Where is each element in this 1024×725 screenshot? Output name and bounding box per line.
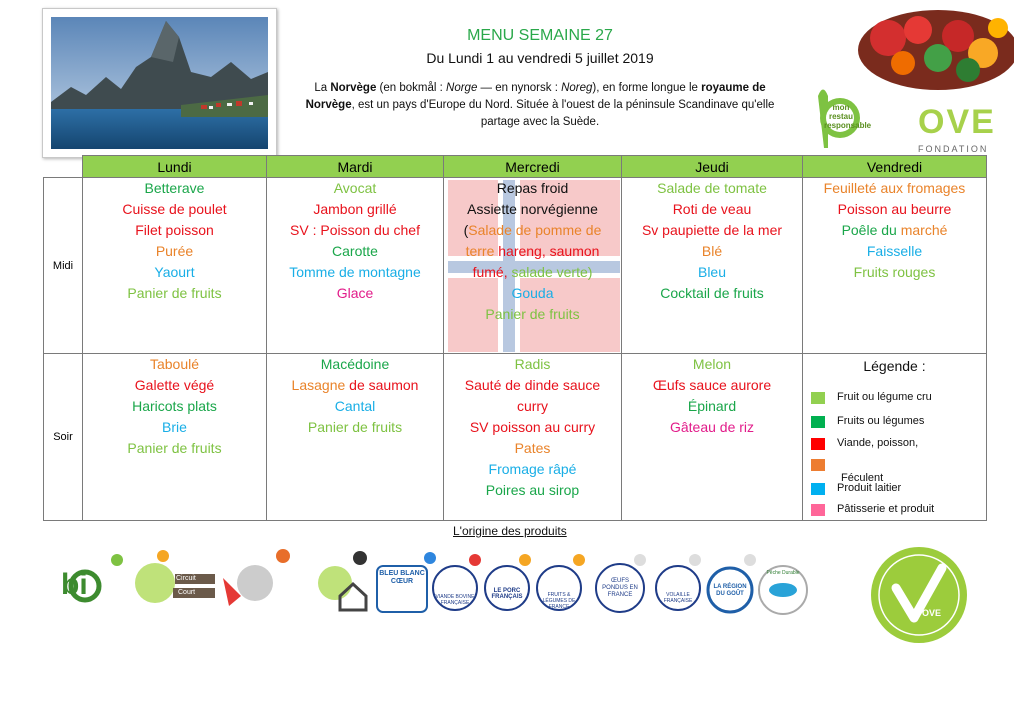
menu-item-text: Cantal bbox=[334, 398, 376, 414]
day-header-jeudi: Jeudi bbox=[622, 156, 803, 178]
menu-item-text: Yaourt bbox=[154, 264, 195, 280]
menu-cell bbox=[267, 178, 444, 354]
local-logo bbox=[223, 549, 290, 606]
menu-item-text: Assiette norvégienne bbox=[467, 201, 598, 217]
menu-item bbox=[622, 178, 802, 199]
menu-item bbox=[803, 178, 986, 199]
oeufs-label: ŒUFS PONDUS EN FRANCE bbox=[602, 578, 638, 598]
intro-run: royaume de Norvège bbox=[305, 82, 766, 111]
menu-item-text: terre bbox=[465, 243, 499, 259]
volaille-label: VOLAILLE FRANÇAISE bbox=[663, 592, 693, 604]
menu-item-text: Purée bbox=[155, 243, 194, 259]
circuit-label: Circuit bbox=[176, 575, 196, 582]
origin-heading: L'origine des produits bbox=[453, 524, 567, 538]
menu-item-text: Bleu bbox=[697, 264, 727, 280]
menu-item bbox=[622, 241, 802, 262]
day-header-mardi: Mardi bbox=[267, 156, 444, 178]
menu-item bbox=[83, 178, 266, 199]
legend-swatch bbox=[811, 416, 825, 428]
norway-intro-text bbox=[295, 80, 785, 131]
menu-item bbox=[444, 375, 621, 396]
menu-item bbox=[622, 199, 802, 220]
menu-item bbox=[444, 178, 621, 199]
menu-item bbox=[267, 396, 443, 417]
row-label-soir: Soir bbox=[44, 354, 83, 521]
menu-item bbox=[267, 262, 443, 283]
day-header-mercredi: Mercredi bbox=[444, 156, 622, 178]
menu-item bbox=[622, 283, 802, 304]
legend-item bbox=[811, 433, 918, 454]
menu-item-text: Lasagne bbox=[291, 377, 350, 393]
menu-item-text: salade verte) bbox=[511, 264, 593, 280]
menu-item bbox=[83, 396, 266, 417]
menu-item bbox=[83, 438, 266, 459]
menu-item-text: Panier de fruits bbox=[307, 419, 403, 435]
legend-label: Féculent bbox=[841, 472, 884, 484]
weekly-menu-table bbox=[43, 155, 987, 521]
menu-item-text: Gâteau de riz bbox=[669, 419, 755, 435]
region-gout-logo bbox=[708, 554, 756, 612]
ove-logo: OVE bbox=[918, 103, 996, 141]
menu-item bbox=[83, 241, 266, 262]
porc-label: LE PORC FRANÇAIS bbox=[491, 588, 523, 600]
intro-run: La bbox=[314, 82, 331, 94]
menu-item bbox=[622, 396, 802, 417]
menu-item bbox=[803, 241, 986, 262]
menu-item-text: Œufs sauce aurore bbox=[652, 377, 772, 393]
intro-run: Norvège bbox=[330, 82, 377, 94]
fruits-label: FRUITS & LÉGUMES DE FRANCE bbox=[542, 592, 576, 610]
menu-item bbox=[267, 283, 443, 304]
menu-item bbox=[83, 417, 266, 438]
menu-item bbox=[444, 396, 621, 417]
menu-item-text: SV : Poisson du chef bbox=[290, 222, 420, 238]
menu-item bbox=[83, 283, 266, 304]
menu-item bbox=[267, 354, 443, 375]
ove-badge bbox=[870, 546, 968, 644]
day-header-lundi: Lundi bbox=[83, 156, 267, 178]
menu-item-text: Poisson au beurre bbox=[837, 201, 952, 217]
menu-item bbox=[267, 199, 443, 220]
menu-item-text: ( bbox=[463, 222, 469, 238]
menu-item-text: Radis bbox=[514, 356, 551, 372]
menu-item-text: Salade de tomate bbox=[657, 180, 767, 196]
menu-item-text: Feuilleté aux fromages bbox=[823, 180, 966, 196]
legend-swatch bbox=[811, 438, 825, 450]
legend-item bbox=[811, 478, 901, 499]
menu-item bbox=[622, 220, 802, 241]
menu-item-text: Panier de fruits bbox=[127, 285, 222, 301]
menu-item-text: Panier de fruits bbox=[485, 306, 580, 322]
menu-item-text: Sv paupiette de la mer bbox=[641, 222, 783, 238]
menu-item bbox=[444, 438, 621, 459]
menu-item bbox=[267, 417, 443, 438]
menu-item-text: Melon bbox=[692, 356, 732, 372]
menu-cell bbox=[444, 354, 622, 521]
menu-item-text: Taboulé bbox=[149, 356, 200, 372]
circuit-court-logo bbox=[135, 550, 215, 603]
menu-item-text: Poires au sirop bbox=[485, 482, 580, 498]
norway-photo bbox=[42, 8, 277, 158]
legend-item bbox=[811, 387, 932, 408]
menu-item bbox=[83, 199, 266, 220]
menu-item-text: Sauté de dinde sauce bbox=[464, 377, 601, 393]
menu-item bbox=[622, 375, 802, 396]
menu-item-text: Carotte bbox=[332, 243, 378, 259]
menu-item-text: Macédoine bbox=[320, 356, 390, 372]
menu-item-text: Blé bbox=[701, 243, 723, 259]
menu-item bbox=[83, 354, 266, 375]
menu-item bbox=[444, 283, 621, 304]
menu-item-text: Brie bbox=[162, 419, 187, 435]
court-label: Court bbox=[178, 589, 196, 596]
menu-item-text: Fromage râpé bbox=[488, 461, 577, 477]
intro-run: , est un pays d'Europe du Nord. Située à l'ouest de la péninsule Scandinave qu'elle partage avec la Suède. bbox=[351, 99, 775, 128]
bleu-blanc-coeur-label: BLEU BLANC CŒUR bbox=[379, 570, 425, 585]
menu-item-text: Faisselle bbox=[866, 243, 923, 259]
peche-label: Pêche Durable bbox=[766, 570, 800, 576]
intro-run: — en nynorsk : bbox=[477, 82, 562, 94]
row-label-midi: Midi bbox=[44, 178, 83, 354]
menu-item-text: Avocat bbox=[333, 180, 377, 196]
porc-francais-logo bbox=[485, 554, 531, 610]
mon-restau-logo: mon restau responsable bbox=[824, 103, 872, 130]
menu-cell bbox=[444, 178, 622, 354]
menu-item-text: Jambon grillé bbox=[313, 201, 397, 217]
menu-item-text: Roti de veau bbox=[672, 201, 752, 217]
menu-item bbox=[444, 262, 621, 283]
menu-item-text: Cocktail de fruits bbox=[660, 285, 764, 301]
bio-label: bi bbox=[61, 568, 88, 601]
menu-item-text: SV poisson au curry bbox=[469, 419, 596, 435]
legend-item bbox=[811, 411, 924, 432]
menu-item bbox=[444, 241, 621, 262]
badge-label: OVE bbox=[922, 608, 942, 618]
menu-item-text: curry bbox=[516, 398, 549, 414]
legend-label: Fruits ou légumes bbox=[837, 415, 925, 427]
menu-item-text: Galette végé bbox=[134, 377, 215, 393]
region-label: LA RÉGION DU GOÛT bbox=[713, 584, 747, 597]
house-logo bbox=[318, 551, 367, 610]
top-right-logos bbox=[818, 8, 1014, 158]
legend-swatch bbox=[811, 459, 825, 471]
menu-item-text: de saumon bbox=[349, 377, 419, 393]
intro-run: Norge bbox=[446, 82, 478, 94]
legend-title: Légende : bbox=[863, 358, 926, 374]
legend-label: Fruit ou légume cru bbox=[837, 391, 932, 403]
menu-item-text: Cuisse de poulet bbox=[122, 201, 227, 217]
menu-item bbox=[444, 220, 621, 241]
menu-item bbox=[444, 199, 621, 220]
legend-swatch bbox=[811, 392, 825, 404]
menu-item bbox=[803, 262, 986, 283]
menu-item bbox=[622, 417, 802, 438]
menu-item-text: Tomme de montagne bbox=[289, 264, 421, 280]
intro-run: ), en forme longue le bbox=[592, 82, 702, 94]
menu-item bbox=[267, 241, 443, 262]
menu-item bbox=[444, 304, 621, 325]
menu-item bbox=[83, 262, 266, 283]
menu-item-text: Poêle du bbox=[841, 222, 901, 238]
menu-item-text: marché bbox=[900, 222, 948, 238]
legend-cell bbox=[803, 354, 987, 521]
menu-item bbox=[803, 199, 986, 220]
menu-item bbox=[444, 354, 621, 375]
menu-dates: Du Lundi 1 au vendredi 5 juillet 2019 bbox=[426, 50, 654, 66]
menu-item-text: Betterave bbox=[144, 180, 205, 196]
menu-item bbox=[444, 417, 621, 438]
menu-cell bbox=[622, 178, 803, 354]
legend-label: Viande, poisson, bbox=[837, 437, 919, 449]
menu-item bbox=[622, 262, 802, 283]
legend-label: Pâtisserie et produit bbox=[837, 503, 935, 515]
menu-title: MENU SEMAINE 27 bbox=[467, 27, 613, 44]
menu-item-text: Filet poisson bbox=[135, 222, 214, 238]
menu-item-text: Pates bbox=[514, 440, 551, 456]
menu-item-text: fumé, bbox=[472, 264, 512, 280]
menu-item-text: Gouda bbox=[511, 285, 554, 301]
legend-label: Produit laitier bbox=[837, 482, 902, 494]
intro-run: (en bokmål : bbox=[376, 82, 447, 94]
intro-run: Noreg bbox=[561, 82, 593, 94]
menu-cell bbox=[83, 178, 267, 354]
menu-item bbox=[83, 220, 266, 241]
menu-item-text: Haricots plats bbox=[132, 398, 217, 414]
menu-item bbox=[267, 375, 443, 396]
legend-swatch bbox=[811, 483, 825, 495]
menu-item bbox=[444, 459, 621, 480]
fondation-label: FONDATION bbox=[918, 144, 989, 154]
menu-item-text: hareng, saumon bbox=[498, 243, 600, 259]
menu-item bbox=[622, 354, 802, 375]
menu-item bbox=[83, 375, 266, 396]
menu-item-text: Épinard bbox=[687, 398, 737, 414]
menu-item-text: Glace bbox=[336, 285, 374, 301]
menu-item-text: Fruits rouges bbox=[853, 264, 936, 280]
menu-cell bbox=[803, 178, 987, 354]
day-header-vendredi: Vendredi bbox=[803, 156, 987, 178]
menu-item bbox=[267, 220, 443, 241]
menu-cell bbox=[267, 354, 444, 521]
menu-item bbox=[444, 480, 621, 501]
menu-item bbox=[803, 220, 986, 241]
menu-item-text: Salade de pomme de bbox=[468, 222, 602, 238]
menu-item-text: Panier de fruits bbox=[127, 440, 222, 456]
legend-item bbox=[811, 499, 934, 520]
legend-item bbox=[811, 454, 884, 484]
legend-swatch bbox=[811, 504, 825, 516]
menu-item-text: Repas froid bbox=[496, 180, 569, 196]
viande-label: VIANDE BOVINE FRANÇAISE bbox=[435, 594, 475, 606]
menu-cell bbox=[83, 354, 267, 521]
menu-cell bbox=[622, 354, 803, 521]
menu-item bbox=[267, 178, 443, 199]
origin-logos-strip bbox=[45, 548, 825, 618]
